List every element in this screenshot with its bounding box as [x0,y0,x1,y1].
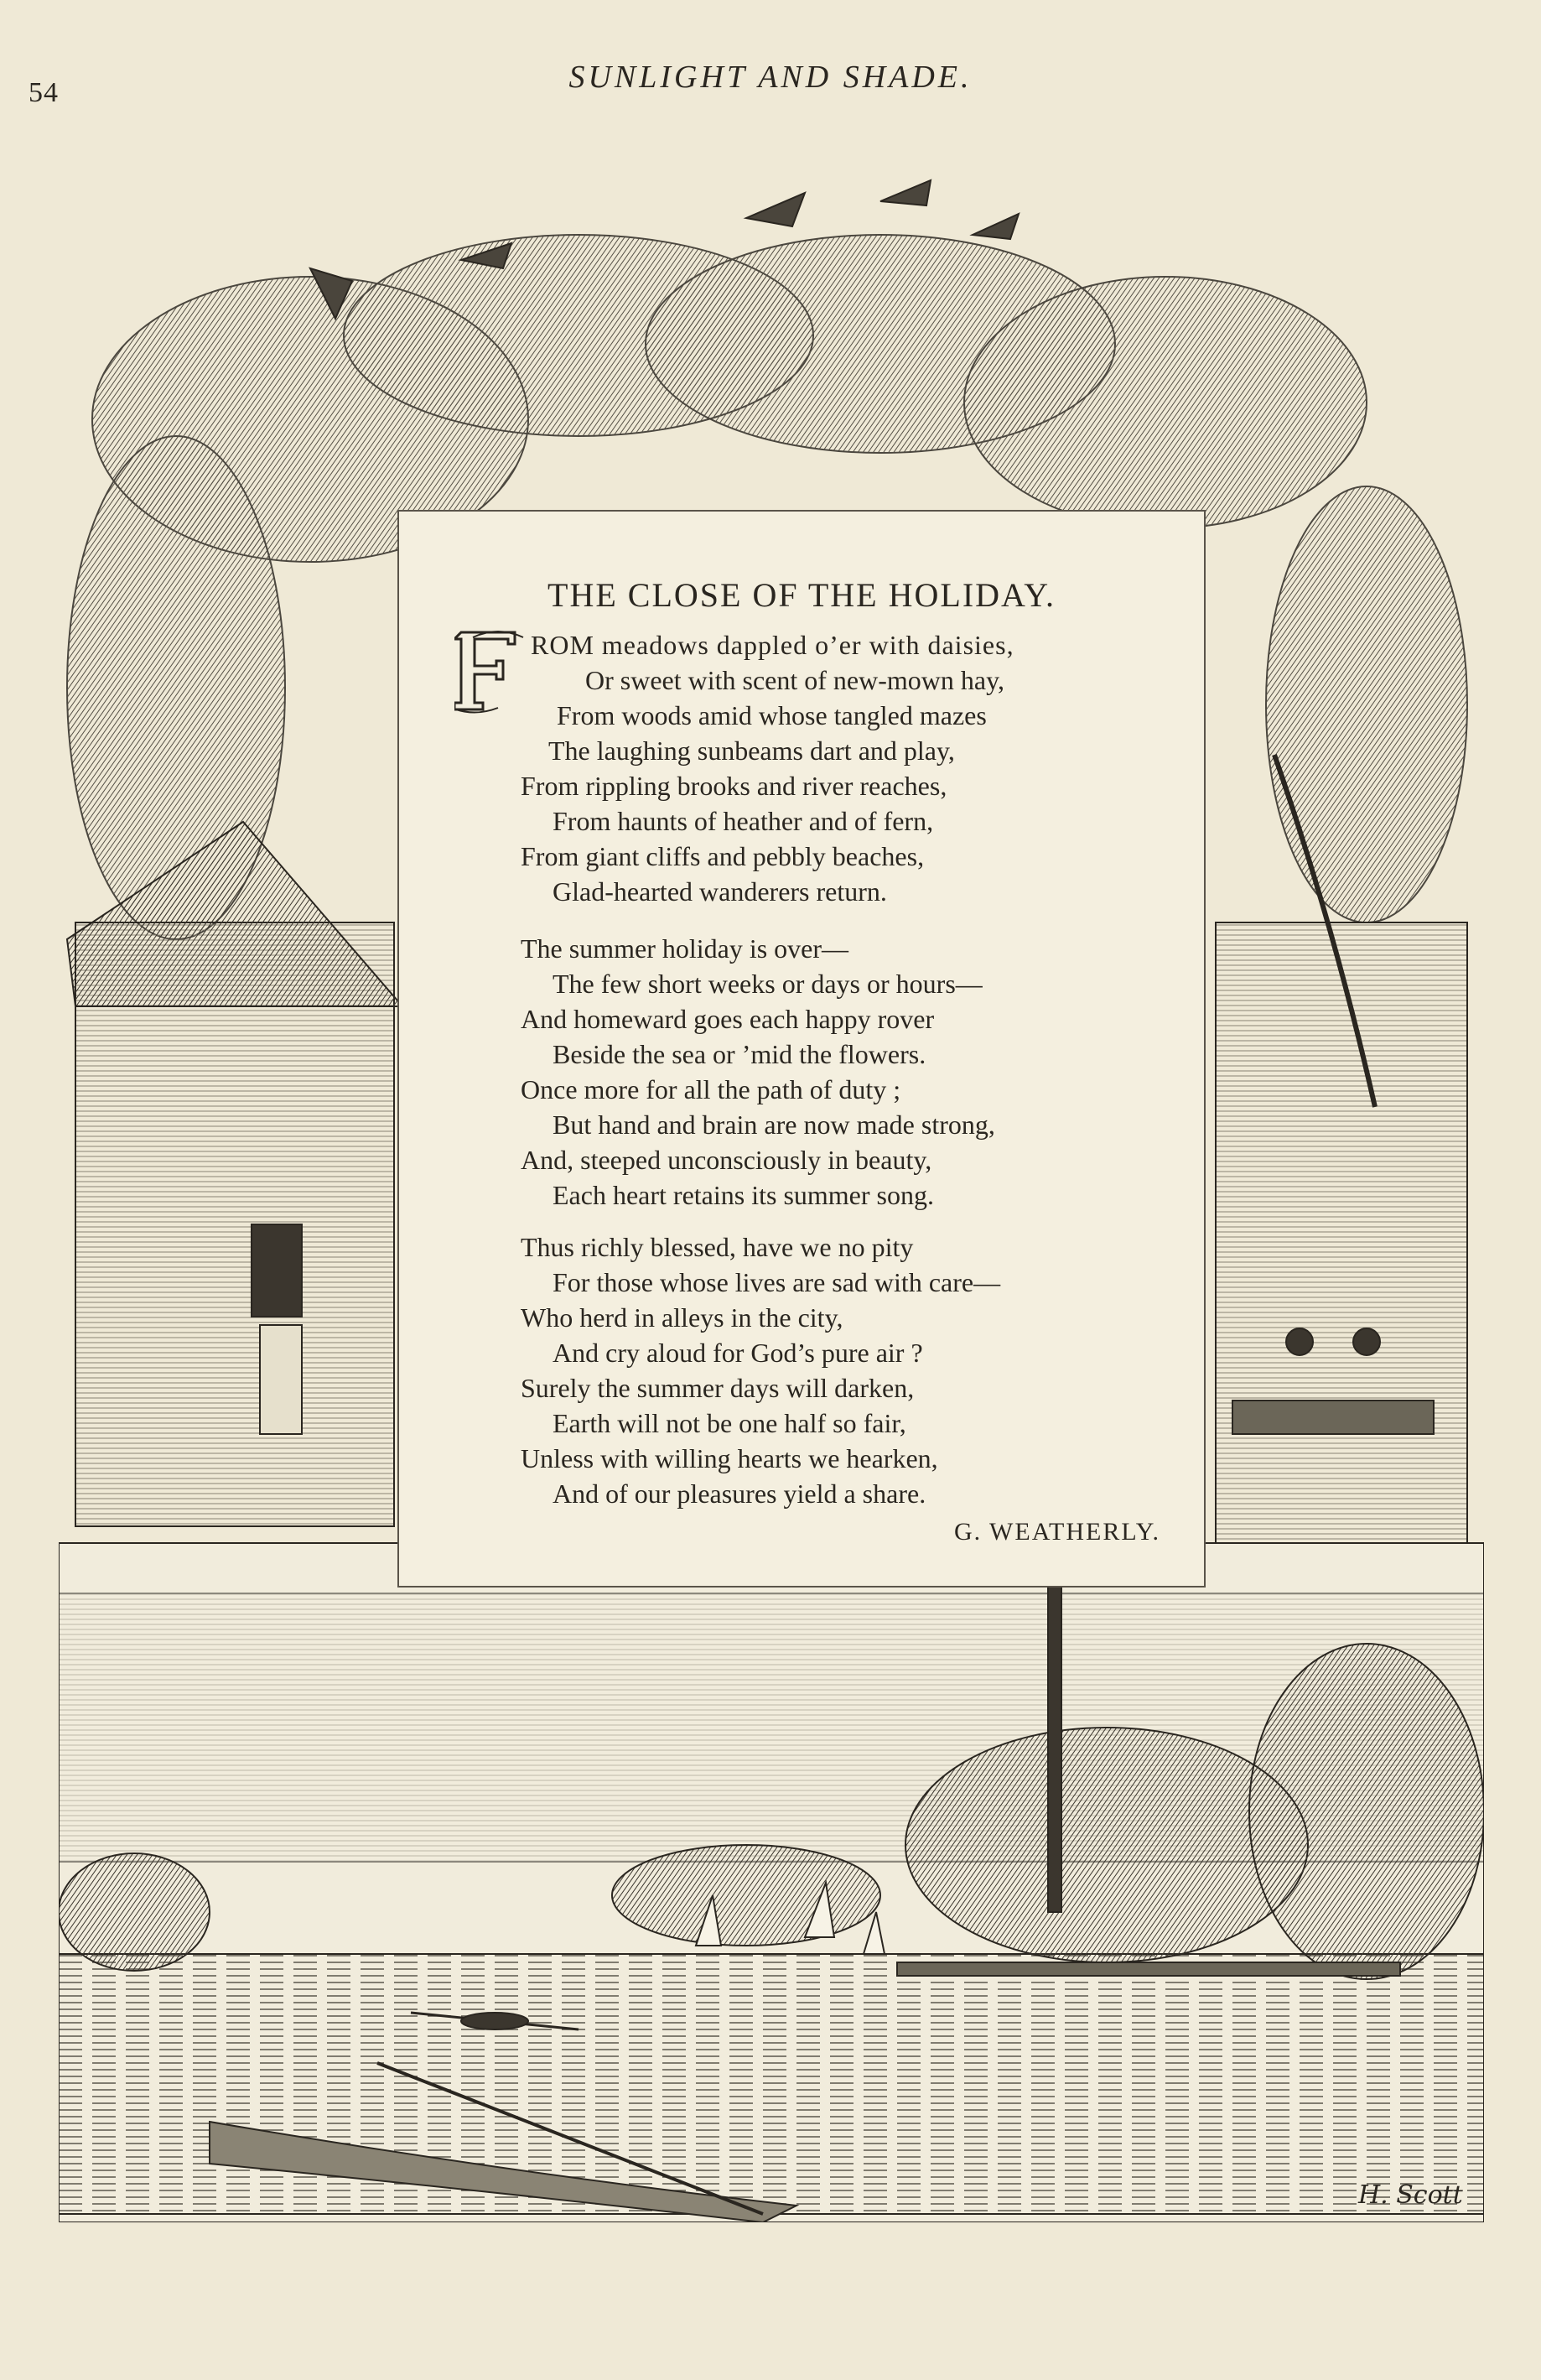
running-head: SUNLIGHT AND SHADE. [568,60,973,95]
stanza-2 [521,931,1191,1213]
poem-line: And, steeped unconsciously in beauty, [521,1145,932,1175]
poem-line-first: ROM meadows dappled o’er with daisies, [531,630,1014,660]
page-number: 54 [29,77,59,108]
poem-line: Once more for all the path of duty ; [521,1074,901,1104]
poem-line: Or sweet with scent of new-mown hay, [585,665,1005,695]
stanza-3 [521,1229,1191,1511]
poem-line: Unless with willing hearts we hearken, [521,1443,938,1473]
poem-line: For those whose lives are sad with care— [553,1267,1001,1297]
poem-line: And homeward goes each happy rover [521,1004,935,1034]
river-landscape [59,1543,1484,2222]
cottage [67,822,402,1526]
poem-line: From haunts of heather and of fern, [553,806,934,836]
poem-line: From rippling brooks and river reaches, [521,771,947,801]
poem-line: Each heart retains its summer song. [553,1180,934,1210]
poem-line: From woods amid whose tangled mazes [557,700,987,730]
poem-line: Who herd in alleys in the city, [521,1302,843,1333]
poem-line: The few short weeks or days or hours— [553,969,983,999]
poem-line: Beside the sea or ’mid the flowers. [553,1039,926,1069]
poem-line: And of our pleasures yield a share. [553,1478,926,1509]
poem-line: The laughing sunbeams dart and play, [548,735,955,766]
poem-line: From giant cliffs and pebbly beaches, [521,841,925,871]
poem-line: Surely the summer days will darken, [521,1373,915,1403]
poem-line: Thus richly blessed, have we no pity [521,1232,914,1262]
stanza-1 [521,627,1191,909]
poem-line: But hand and brain are now made strong, [553,1109,995,1140]
poem-panel [397,510,1206,1588]
poem-line: Earth will not be one half so fair, [553,1408,906,1438]
drop-cap-f [454,627,525,715]
poem-line: And cry aloud for God’s pure air ? [553,1338,923,1368]
poem-line: Glad-hearted wanderers return. [553,876,887,907]
poem-title: THE CLOSE OF THE HOLIDAY. [547,576,1056,614]
poem-line: The summer holiday is over— [521,933,849,964]
artist-signature: H. Scott [1358,2180,1463,2210]
poem-author: G. WEATHERLY. [953,1518,1160,1546]
